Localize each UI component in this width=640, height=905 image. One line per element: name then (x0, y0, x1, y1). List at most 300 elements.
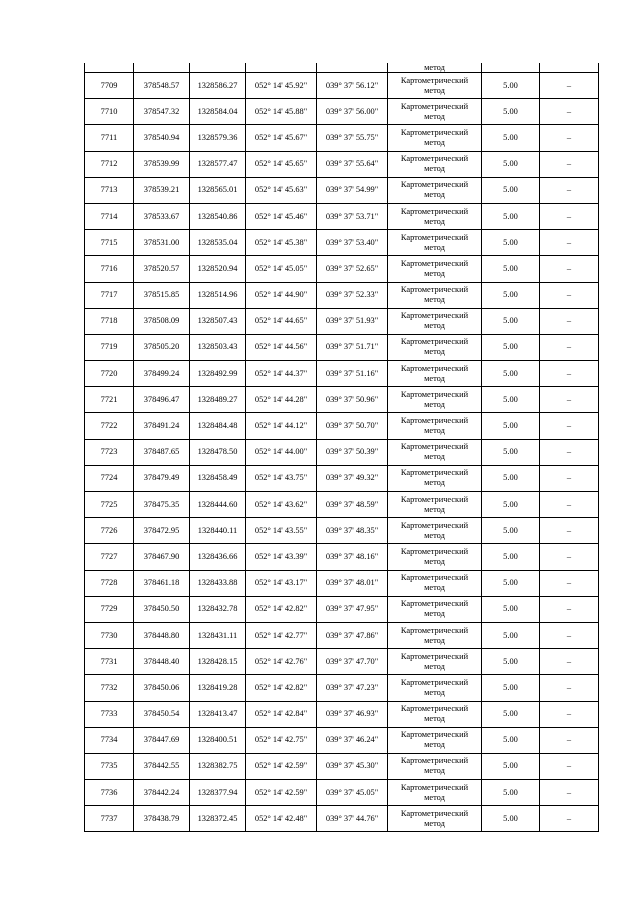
cell-y: 1328584.04 (190, 99, 246, 125)
cell-latitude: 052° 14' 42.77" (246, 622, 317, 648)
cell-number: 7725 (85, 492, 134, 518)
cell-y (190, 63, 246, 73)
cell-method (388, 675, 482, 701)
cell-note: – (540, 465, 599, 491)
cell-number (85, 63, 134, 73)
cell-latitude: 052° 14' 45.63" (246, 177, 317, 203)
cell-latitude: 052° 14' 42.75" (246, 727, 317, 753)
cell-accuracy: 5.00 (482, 151, 540, 177)
cell-method (388, 203, 482, 229)
table-row (85, 596, 599, 622)
cell-note: – (540, 439, 599, 465)
cell-longitude: 039° 37' 51.93" (317, 308, 388, 334)
cell-note (540, 63, 599, 73)
cell-accuracy: 5.00 (482, 570, 540, 596)
cell-x: 378442.55 (134, 753, 190, 779)
cell-longitude: 039° 37' 55.75" (317, 125, 388, 151)
method-line-1: Картометрический (400, 756, 469, 766)
cell-longitude: 039° 37' 51.71" (317, 334, 388, 360)
method-line-2: метод (424, 399, 445, 409)
cell-x: 378450.06 (134, 675, 190, 701)
cell-y: 1328489.27 (190, 387, 246, 413)
cell-method (388, 73, 482, 99)
cell-note: – (540, 151, 599, 177)
cell-longitude: 039° 37' 50.39" (317, 439, 388, 465)
cell-number: 7733 (85, 701, 134, 727)
cell-latitude: 052° 14' 42.59" (246, 780, 317, 806)
cell-note: – (540, 230, 599, 256)
cell-y: 1328419.28 (190, 675, 246, 701)
cell-longitude: 039° 37' 55.64" (317, 151, 388, 177)
cell-number: 7726 (85, 518, 134, 544)
method-line-2: метод (424, 373, 445, 383)
cell-x: 378448.80 (134, 622, 190, 648)
cell-note: – (540, 570, 599, 596)
cell-number: 7715 (85, 230, 134, 256)
table-row (85, 125, 599, 151)
cell-y: 1328579.36 (190, 125, 246, 151)
cell-x: 378548.57 (134, 73, 190, 99)
cell-method (388, 518, 482, 544)
cell-note: – (540, 780, 599, 806)
method-line-1: Картометрический (400, 651, 469, 661)
cell-longitude: 039° 37' 47.23" (317, 675, 388, 701)
cell-latitude: 052° 14' 44.28" (246, 387, 317, 413)
cell-x (134, 63, 190, 73)
table-row (85, 570, 599, 596)
cell-x: 378438.79 (134, 806, 190, 832)
cell-note: – (540, 125, 599, 151)
cell-longitude: 039° 37' 50.96" (317, 387, 388, 413)
table-row (85, 99, 599, 125)
method-line-2: метод (424, 268, 445, 278)
cell-number: 7710 (85, 99, 134, 125)
cell-y: 1328492.99 (190, 361, 246, 387)
method-line-2: метод (424, 530, 445, 540)
method-line-1: Картометрический (400, 704, 469, 714)
cell-method (388, 596, 482, 622)
method-line-2: метод (424, 556, 445, 566)
method-line-1: Картометрический (400, 599, 469, 609)
method-line-2: метод (424, 661, 445, 671)
table-continuation-row (85, 63, 599, 73)
table-row (85, 230, 599, 256)
cell-latitude: 052° 14' 42.82" (246, 675, 317, 701)
cell-latitude: 052° 14' 43.17" (246, 570, 317, 596)
cell-x: 378472.95 (134, 518, 190, 544)
cell-y: 1328372.45 (190, 806, 246, 832)
cell-accuracy: 5.00 (482, 649, 540, 675)
cell-accuracy: 5.00 (482, 334, 540, 360)
cell-x: 378475.35 (134, 492, 190, 518)
cell-longitude: 039° 37' 47.70" (317, 649, 388, 675)
cell-number: 7721 (85, 387, 134, 413)
cell-note: – (540, 282, 599, 308)
cell-accuracy: 5.00 (482, 256, 540, 282)
cell-x: 378539.99 (134, 151, 190, 177)
cell-x: 378448.40 (134, 649, 190, 675)
cell-longitude: 039° 37' 52.65" (317, 256, 388, 282)
method-line-2: метод (424, 478, 445, 488)
method-line-2: метод (424, 190, 445, 200)
cell-accuracy: 5.00 (482, 806, 540, 832)
cell-accuracy: 5.00 (482, 675, 540, 701)
method-line-1: Картометрический (400, 337, 469, 347)
cell-x: 378533.67 (134, 203, 190, 229)
cell-note: – (540, 544, 599, 570)
table-row (85, 413, 599, 439)
cell-longitude: 039° 37' 53.40" (317, 230, 388, 256)
cell-method (388, 544, 482, 570)
cell-note: – (540, 492, 599, 518)
cell-longitude (317, 63, 388, 73)
cell-number: 7724 (85, 465, 134, 491)
cell-longitude: 039° 37' 51.16" (317, 361, 388, 387)
cell-x: 378547.32 (134, 99, 190, 125)
cell-method (388, 701, 482, 727)
cell-latitude: 052° 14' 44.90" (246, 282, 317, 308)
coordinates-table (84, 63, 599, 832)
method-line-1: Картометрический (400, 154, 469, 164)
cell-accuracy: 5.00 (482, 230, 540, 256)
cell-y: 1328565.01 (190, 177, 246, 203)
cell-method (388, 361, 482, 387)
cell-x: 378461.18 (134, 570, 190, 596)
method-line-1: Картометрический (400, 389, 469, 399)
cell-x: 378499.24 (134, 361, 190, 387)
method-line-1: Картометрический (400, 101, 469, 111)
method-line-1: Картометрический (400, 468, 469, 478)
method-line-2: метод (424, 792, 445, 802)
table-row (85, 439, 599, 465)
cell-accuracy: 5.00 (482, 465, 540, 491)
table-row (85, 282, 599, 308)
cell-accuracy: 5.00 (482, 544, 540, 570)
method-line-1: Картометрический (400, 180, 469, 190)
cell-method (388, 622, 482, 648)
table-row (85, 780, 599, 806)
cell-y: 1328428.15 (190, 649, 246, 675)
cell-method (388, 151, 482, 177)
method-line-2: метод (424, 85, 445, 95)
cell-latitude: 052° 14' 45.05" (246, 256, 317, 282)
cell-number: 7716 (85, 256, 134, 282)
method-line-2: метод (424, 714, 445, 724)
cell-latitude: 052° 14' 43.55" (246, 518, 317, 544)
table-row (85, 806, 599, 832)
cell-number: 7728 (85, 570, 134, 596)
cell-x: 378539.21 (134, 177, 190, 203)
method-line-1: Картометрический (400, 730, 469, 740)
table-row (85, 387, 599, 413)
cell-accuracy: 5.00 (482, 492, 540, 518)
method-line-2: метод (424, 216, 445, 226)
cell-x: 378447.69 (134, 727, 190, 753)
cell-x: 378505.20 (134, 334, 190, 360)
cell-note: – (540, 649, 599, 675)
cell-number: 7735 (85, 753, 134, 779)
cell-longitude: 039° 37' 48.35" (317, 518, 388, 544)
cell-method: метод (388, 63, 482, 73)
cell-number: 7720 (85, 361, 134, 387)
cell-accuracy: 5.00 (482, 727, 540, 753)
cell-accuracy: 5.00 (482, 73, 540, 99)
cell-x: 378487.65 (134, 439, 190, 465)
cell-latitude: 052° 14' 43.39" (246, 544, 317, 570)
cell-y: 1328432.78 (190, 596, 246, 622)
cell-accuracy: 5.00 (482, 780, 540, 806)
cell-x: 378442.24 (134, 780, 190, 806)
cell-method (388, 125, 482, 151)
method-line-1: Картометрический (400, 808, 469, 818)
cell-latitude: 052° 14' 44.65" (246, 308, 317, 334)
cell-y: 1328520.94 (190, 256, 246, 282)
cell-y: 1328440.11 (190, 518, 246, 544)
cell-note: – (540, 256, 599, 282)
cell-method (388, 570, 482, 596)
cell-x: 378520.57 (134, 256, 190, 282)
cell-method (388, 308, 482, 334)
method-line-1: Картометрический (400, 311, 469, 321)
cell-x: 378491.24 (134, 413, 190, 439)
cell-note: – (540, 413, 599, 439)
cell-accuracy: 5.00 (482, 282, 540, 308)
cell-note: – (540, 387, 599, 413)
cell-note: – (540, 622, 599, 648)
cell-longitude: 039° 37' 47.95" (317, 596, 388, 622)
method-line-2: метод (424, 321, 445, 331)
cell-x: 378540.94 (134, 125, 190, 151)
cell-x: 378515.85 (134, 282, 190, 308)
method-line-1: Картометрический (400, 232, 469, 242)
table-row (85, 675, 599, 701)
cell-longitude: 039° 37' 50.70" (317, 413, 388, 439)
cell-method (388, 439, 482, 465)
cell-note: – (540, 361, 599, 387)
cell-note: – (540, 99, 599, 125)
cell-latitude: 052° 14' 45.67" (246, 125, 317, 151)
cell-note: – (540, 518, 599, 544)
cell-x: 378450.54 (134, 701, 190, 727)
cell-y: 1328382.75 (190, 753, 246, 779)
table-row (85, 622, 599, 648)
method-line-2: метод (424, 137, 445, 147)
method-line-2: метод (424, 766, 445, 776)
table-row (85, 256, 599, 282)
cell-latitude: 052° 14' 45.88" (246, 99, 317, 125)
cell-longitude: 039° 37' 53.71" (317, 203, 388, 229)
cell-longitude: 039° 37' 56.00" (317, 99, 388, 125)
cell-accuracy: 5.00 (482, 177, 540, 203)
cell-note: – (540, 308, 599, 334)
cell-note: – (540, 596, 599, 622)
cell-latitude: 052° 14' 42.84" (246, 701, 317, 727)
cell-y: 1328577.47 (190, 151, 246, 177)
cell-x: 378496.47 (134, 387, 190, 413)
cell-y: 1328431.11 (190, 622, 246, 648)
cell-method (388, 649, 482, 675)
cell-method (388, 413, 482, 439)
cell-method (388, 465, 482, 491)
cell-longitude: 039° 37' 44.76" (317, 806, 388, 832)
cell-method (388, 387, 482, 413)
cell-note: – (540, 806, 599, 832)
cell-latitude: 052° 14' 45.92" (246, 73, 317, 99)
cell-method (388, 492, 482, 518)
table-row (85, 753, 599, 779)
cell-longitude: 039° 37' 54.99" (317, 177, 388, 203)
method-line-1: Картометрический (400, 127, 469, 137)
cell-latitude (246, 63, 317, 73)
method-line-1: Картометрический (400, 258, 469, 268)
cell-longitude: 039° 37' 46.24" (317, 727, 388, 753)
cell-note: – (540, 203, 599, 229)
cell-note: – (540, 701, 599, 727)
cell-longitude: 039° 37' 45.05" (317, 780, 388, 806)
method-line-2: метод (424, 164, 445, 174)
cell-method (388, 230, 482, 256)
cell-latitude: 052° 14' 42.59" (246, 753, 317, 779)
cell-longitude: 039° 37' 47.86" (317, 622, 388, 648)
cell-number: 7737 (85, 806, 134, 832)
cell-y: 1328586.27 (190, 73, 246, 99)
cell-note: – (540, 177, 599, 203)
method-line-1: Картометрический (400, 285, 469, 295)
method-line-1: Картометрический (400, 520, 469, 530)
cell-x: 378479.49 (134, 465, 190, 491)
method-line-2: метод (424, 818, 445, 828)
cell-accuracy: 5.00 (482, 413, 540, 439)
cell-latitude: 052° 14' 42.82" (246, 596, 317, 622)
method-line-2: метод (424, 111, 445, 121)
method-line-1: Картометрический (400, 625, 469, 635)
table-row (85, 544, 599, 570)
table-row (85, 308, 599, 334)
cell-method (388, 727, 482, 753)
cell-number: 7731 (85, 649, 134, 675)
cell-longitude: 039° 37' 48.16" (317, 544, 388, 570)
cell-number: 7714 (85, 203, 134, 229)
method-line-1: Картометрический (400, 494, 469, 504)
table-row (85, 727, 599, 753)
cell-latitude: 052° 14' 43.62" (246, 492, 317, 518)
table-row (85, 518, 599, 544)
cell-number: 7730 (85, 622, 134, 648)
method-line-1: Картометрический (400, 546, 469, 556)
cell-method (388, 177, 482, 203)
method-line-2: метод (424, 635, 445, 645)
method-line-1: Картометрический (400, 782, 469, 792)
cell-accuracy: 5.00 (482, 596, 540, 622)
method-line-2: метод (424, 242, 445, 252)
cell-y: 1328484.48 (190, 413, 246, 439)
cell-y: 1328507.43 (190, 308, 246, 334)
cell-y: 1328433.88 (190, 570, 246, 596)
cell-y: 1328436.66 (190, 544, 246, 570)
cell-x: 378467.90 (134, 544, 190, 570)
cell-number: 7736 (85, 780, 134, 806)
cell-number: 7723 (85, 439, 134, 465)
cell-latitude: 052° 14' 45.65" (246, 151, 317, 177)
cell-method (388, 753, 482, 779)
cell-number: 7729 (85, 596, 134, 622)
cell-y: 1328535.04 (190, 230, 246, 256)
cell-y: 1328540.86 (190, 203, 246, 229)
cell-number: 7713 (85, 177, 134, 203)
cell-number: 7719 (85, 334, 134, 360)
method-line-2: метод (424, 687, 445, 697)
table-row (85, 334, 599, 360)
cell-accuracy: 5.00 (482, 125, 540, 151)
cell-accuracy: 5.00 (482, 439, 540, 465)
cell-longitude: 039° 37' 56.12" (317, 73, 388, 99)
cell-number: 7709 (85, 73, 134, 99)
table-row (85, 701, 599, 727)
cell-method (388, 99, 482, 125)
cell-number: 7717 (85, 282, 134, 308)
method-line-1: Картометрический (400, 573, 469, 583)
cell-longitude: 039° 37' 52.33" (317, 282, 388, 308)
cell-latitude: 052° 14' 44.56" (246, 334, 317, 360)
table-row (85, 649, 599, 675)
cell-y: 1328400.51 (190, 727, 246, 753)
cell-accuracy (482, 63, 540, 73)
cell-y: 1328503.43 (190, 334, 246, 360)
cell-y: 1328444.60 (190, 492, 246, 518)
cell-method (388, 780, 482, 806)
cell-y: 1328413.47 (190, 701, 246, 727)
cell-longitude: 039° 37' 48.59" (317, 492, 388, 518)
cell-number: 7718 (85, 308, 134, 334)
cell-latitude: 052° 14' 44.00" (246, 439, 317, 465)
table-row (85, 203, 599, 229)
cell-longitude: 039° 37' 49.32" (317, 465, 388, 491)
cell-accuracy: 5.00 (482, 701, 540, 727)
table-row (85, 492, 599, 518)
cell-note: – (540, 334, 599, 360)
cell-note: – (540, 675, 599, 701)
cell-longitude: 039° 37' 45.30" (317, 753, 388, 779)
cell-latitude: 052° 14' 43.75" (246, 465, 317, 491)
cell-accuracy: 5.00 (482, 361, 540, 387)
cell-method (388, 282, 482, 308)
cell-y: 1328377.94 (190, 780, 246, 806)
table-row (85, 151, 599, 177)
cell-accuracy: 5.00 (482, 518, 540, 544)
method-line-1: Картометрический (400, 416, 469, 426)
cell-accuracy: 5.00 (482, 203, 540, 229)
cell-number: 7727 (85, 544, 134, 570)
table-row (85, 177, 599, 203)
cell-number: 7712 (85, 151, 134, 177)
cell-method (388, 334, 482, 360)
method-line-2: метод (424, 609, 445, 619)
cell-number: 7722 (85, 413, 134, 439)
cell-method (388, 256, 482, 282)
cell-latitude: 052° 14' 42.48" (246, 806, 317, 832)
method-line-2: метод (424, 347, 445, 357)
cell-y: 1328458.49 (190, 465, 246, 491)
table-row (85, 73, 599, 99)
table-row (85, 465, 599, 491)
cell-accuracy: 5.00 (482, 99, 540, 125)
method-line-2: метод (424, 504, 445, 514)
cell-latitude: 052° 14' 44.12" (246, 413, 317, 439)
method-line-1: Картометрический (400, 442, 469, 452)
cell-method (388, 806, 482, 832)
cell-number: 7734 (85, 727, 134, 753)
cell-accuracy: 5.00 (482, 308, 540, 334)
